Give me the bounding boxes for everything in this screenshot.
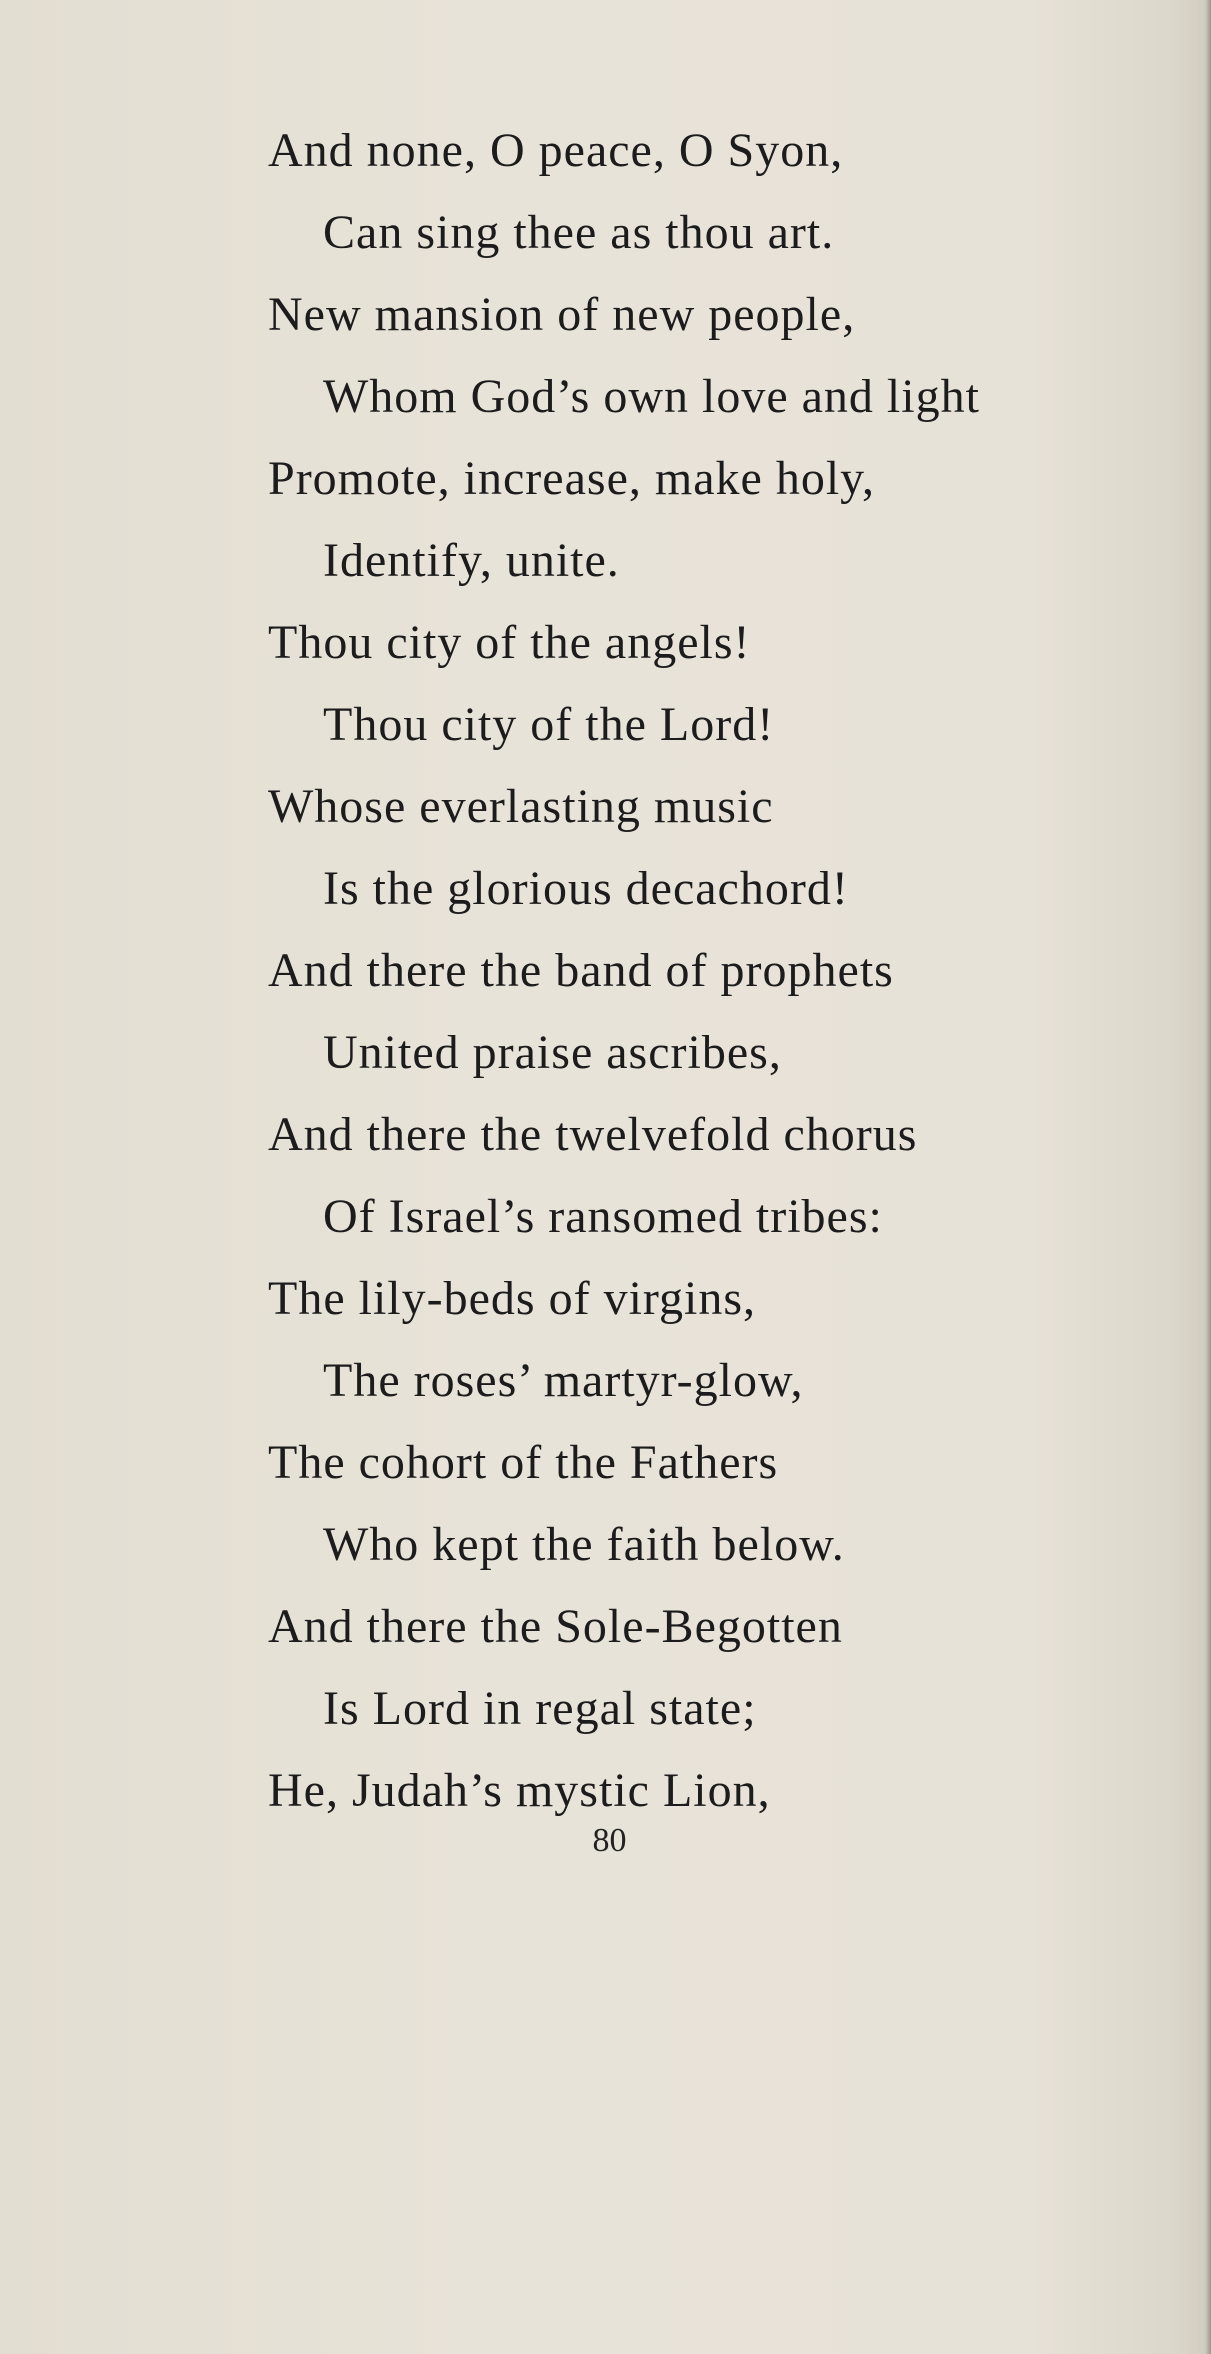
poem-line: Can sing thee as thou art.	[323, 206, 835, 259]
poem-line: And there the Sole-Begotten	[268, 1600, 843, 1653]
poem-line: Thou city of the Lord!	[323, 698, 775, 751]
poem-line: Is Lord in regal state;	[323, 1682, 757, 1735]
poem-text	[268, 110, 1128, 1832]
poem-line: The lily-beds of virgins,	[268, 1272, 757, 1325]
poem-line: He, Judah’s mystic Lion,	[268, 1764, 771, 1817]
poem-line: Thou city of the angels!	[268, 616, 751, 669]
poem-line: United praise ascribes,	[323, 1026, 782, 1079]
poem-line: Whom God’s own love and light	[323, 370, 980, 423]
poem-line: The roses’ martyr-glow,	[323, 1354, 804, 1407]
poem-line: Identify, unite.	[323, 534, 620, 587]
page-number: 80	[592, 1822, 627, 1859]
poem-line: And there the band of prophets	[268, 944, 894, 997]
poem-line: The cohort of the Fathers	[268, 1436, 779, 1489]
poem-line: New mansion of new people,	[268, 288, 856, 341]
poem-line: Is the glorious decachord!	[323, 862, 849, 915]
poem-line: Who kept the faith below.	[323, 1518, 845, 1571]
poem-line: Whose everlasting music	[268, 780, 774, 833]
poem-line: Promote, increase, make holy,	[268, 452, 876, 505]
poem-line: Of Israel’s ransomed tribes:	[323, 1190, 883, 1243]
poem-line: And there the twelvefold chorus	[268, 1108, 918, 1161]
poem-line: And none, O peace, O Syon,	[268, 124, 844, 177]
page-edge-shadow	[1205, 0, 1211, 2354]
